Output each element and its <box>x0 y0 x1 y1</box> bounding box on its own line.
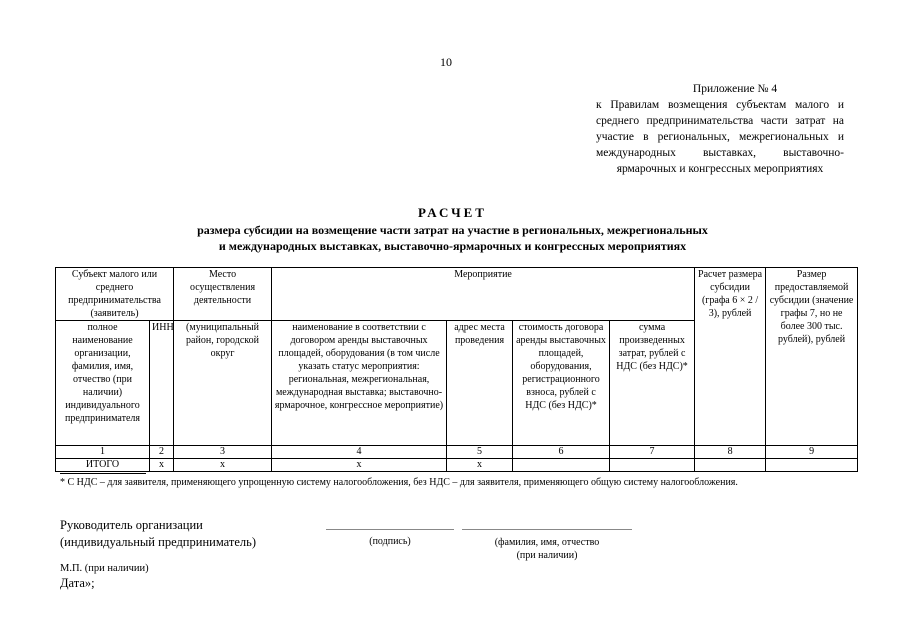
signatory-block <box>60 517 256 551</box>
calc-title: РАСЧЕТ <box>418 205 487 220</box>
total-cell: x <box>447 459 513 472</box>
column-number: 2 <box>150 446 174 459</box>
column-number: 1 <box>56 446 150 459</box>
subheader-fullname: полное наименование организации, фамилия, имя, отчество (при наличии) индивидуального предпринимателя <box>56 321 150 446</box>
total-cell: x <box>174 459 272 472</box>
column-number: 6 <box>513 446 610 459</box>
name-caption-line1: (фамилия, имя, отчество <box>494 537 600 548</box>
total-cell <box>695 459 766 472</box>
calc-subtitle <box>120 222 785 254</box>
total-cell <box>610 459 695 472</box>
header-calc: Расчет размера субсидии (графа 6 × 2 / 3), рублей <box>695 268 766 446</box>
column-number: 4 <box>272 446 447 459</box>
total-cell <box>766 459 858 472</box>
subheader-inn: ИНН <box>150 321 174 446</box>
total-cell <box>513 459 610 472</box>
column-number: 3 <box>174 446 272 459</box>
appendix-title: Приложение № 4 <box>692 83 778 95</box>
total-cell: x <box>150 459 174 472</box>
column-number-row <box>56 446 858 459</box>
subheader-event-address: адрес места проведения <box>447 321 513 446</box>
calc-subtitle-line2: и международных выставках, выставочно-ярмарочных и конгрессных мероприятиях <box>218 239 687 253</box>
subheader-event-name: наименование в соответствии с договором аренды выставочных площадей, оборудования (в том числе указать статус мероприятия: региональная, межрегиональная, международная выставка; выставочно-ярмарочное, конгрессное мероприятие) <box>272 321 447 446</box>
signature-line <box>326 529 454 530</box>
footnote: * С НДС – для заявителя, применяющего упрощенную систему налогообложения, без НДС – для заявителя, применяющего общую систему налогообложения. <box>60 477 738 488</box>
appendix-block <box>596 81 844 177</box>
signature-caption: (подпись) <box>369 536 411 547</box>
subheader-cost: стоимость договора аренды выставочных площадей, оборудования, регистрационного взноса, рублей с НДС (без НДС)* <box>513 321 610 446</box>
header-subject: Субъект малого или среднего предпринимательства (заявитель) <box>56 268 174 321</box>
header-event: Мероприятие <box>272 268 695 321</box>
page-number: 10 <box>440 55 452 69</box>
subheader-sum: сумма произведенных затрат, рублей с НДС (без НДС)* <box>610 321 695 446</box>
header-amount: Размер предоставляемой субсидии (значение графы 7, но не более 300 тыс. рублей), рублей <box>766 268 858 446</box>
subsidy-table <box>55 267 858 472</box>
footnote-divider <box>60 473 146 474</box>
appendix-text: к Правилам возмещения субъектам малого и среднего предпринимательства части затрат на участие в региональных, межрегиональных и международных выставках, выставочно-ярмарочных и конгрессных мероприятиях <box>596 99 844 175</box>
stamp-note: М.П. (при наличии) <box>60 563 149 574</box>
column-number: 5 <box>447 446 513 459</box>
name-caption <box>462 536 632 562</box>
total-cell: x <box>272 459 447 472</box>
column-number: 8 <box>695 446 766 459</box>
date-label: Дата»; <box>60 576 95 590</box>
total-cell: ИТОГО <box>56 459 150 472</box>
calc-subtitle-line1: размера субсидии на возмещение части затрат на участие в региональных, межрегиональных <box>197 223 708 237</box>
subheader-location: (муниципальный район, городской округ <box>174 321 272 446</box>
signatory-subtitle: (индивидуальный предприниматель) <box>60 535 256 549</box>
signatory-title: Руководитель организации <box>60 518 203 532</box>
column-number: 7 <box>610 446 695 459</box>
table-header-row <box>56 268 858 321</box>
header-location: Место осуществления деятельности <box>174 268 272 321</box>
column-number: 9 <box>766 446 858 459</box>
name-caption-line2: (при наличии) <box>516 550 578 561</box>
total-row <box>56 459 858 472</box>
name-line <box>462 529 632 530</box>
